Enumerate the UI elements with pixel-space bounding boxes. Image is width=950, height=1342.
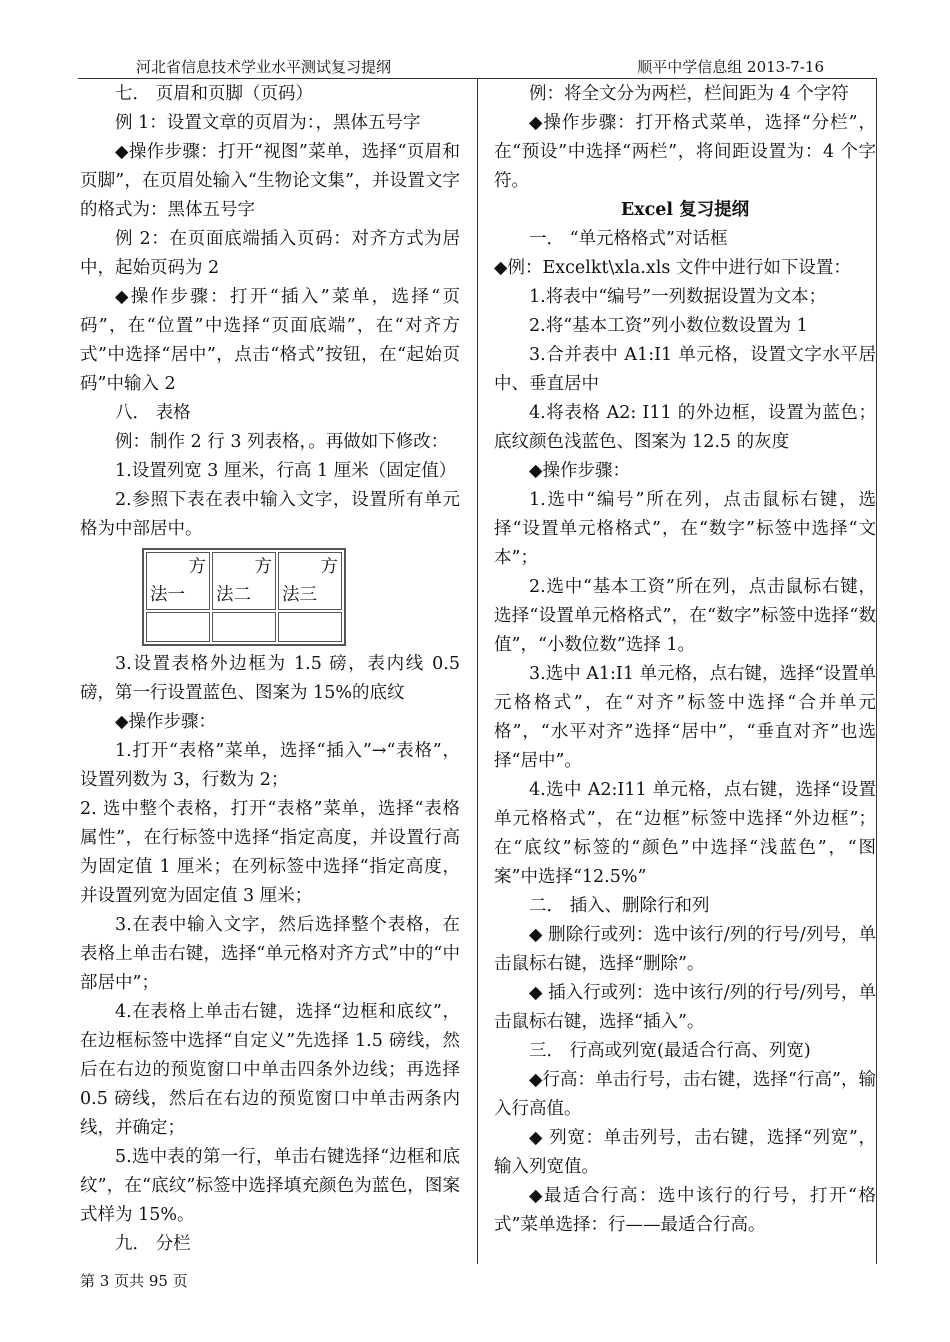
right-column [494,80,876,1240]
paragraph: ◆操作步骤：打开“视图”菜单，选择“页眉和页脚”，在页眉处输入“生物论文集”，并设置文字的格式为：黑体五号字 [80,142,460,220]
paragraph: ◆操作步骤： [529,461,630,481]
paragraph: 3.选中 A1:I1 单元格，点右键，选择“设置单元格格式”，在“对齐”标签中选择“合并单元格”，“水平对齐”选择“居中”，“垂直对齐”也选择“居中”。 [494,664,876,771]
page-header [78,56,876,79]
paragraph: 5.选中表的第一行，单击右键选择“边框和底纹”，在“底纹”标签中选择填充颜色为蓝色，图案式样为 15%。 [80,1147,460,1225]
paragraph: 4.选中 A2:I11 单元格，点右键，选择“设置单元格格式”，在“边框”标签中选择“外边框”；在“底纹”标签的“颜色”中选择“浅蓝色”，“图案”中选择“12.5%” [494,780,876,887]
table-cell [278,612,342,642]
paragraph: ◆最适合行高：选中该行的行号，打开“格式”菜单选择：行——最适合行高。 [494,1186,876,1235]
paragraph: ◆例：Excelkt\xla.xls 文件中进行如下设置： [494,258,851,278]
left-column [80,80,460,1259]
table-cell: 方 法三 [278,552,342,610]
paragraph: 例 1：设置文章的页眉为：，黑体五号字 [115,113,421,133]
paragraph: 1.选中“编号”所在列，点击鼠标右键，选择“设置单元格格式”，在“数字”标签中选择“文本”； [494,490,876,568]
page-footer: 第 3 页共 95 页 [80,1272,188,1290]
section-heading: 三． 行高或列宽(最适合行高、列宽) [529,1041,811,1061]
right-border [876,78,877,1264]
section-title: Excel 复习提纲 [620,200,750,220]
paragraph: ◆操作步骤：打开格式菜单，选择“分栏”，在“预设”中选择“两栏”，将间距设置为：4 个字符。 [494,113,876,191]
paragraph: 3.在表中输入文字，然后选择整个表格，在表格上单击右键，选择“单元格对齐方式”中的“中部居中”； [80,915,460,993]
paragraph: 例 2：在页面底端插入页码：对齐方式为居中，起始页码为 2 [80,229,460,278]
paragraph: 1.打开“表格”菜单，选择“插入”→“表格”，设置列数为 3，行数为 2； [80,741,460,790]
header-title: 河北省信息技术学业水平测试复习提纲 [136,58,392,76]
section-heading: 七． 页眉和页脚（页码） [115,84,314,104]
paragraph: ◆ 插入行或列：选中该行/列的行号/列号，单击鼠标右键，选择“插入”。 [494,983,876,1032]
section-heading: 一． “单元格格式”对话框 [529,229,728,249]
paragraph: 4.将表格 A2: I11 的外边框，设置为蓝色；底纹颜色浅蓝色、图案为 12.5 的灰度 [494,403,876,452]
paragraph: 2.将“基本工资”列小数位数设置为 1 [529,316,808,336]
paragraph: ◆ 列宽：单击列号，击右键，选择“列宽”，输入列宽值。 [494,1128,876,1177]
section-heading: 九． 分栏 [115,1234,191,1254]
paragraph: ◆行高：单击行号，击右键，选择“行高”，输入行高值。 [494,1070,876,1119]
paragraph: 1.将表中“编号”一列数据设置为文本； [529,287,827,307]
section-heading: 八． 表格 [115,403,191,423]
paragraph: 2. 选中整个表格，打开“表格”菜单，选择“表格属性”，在行标签中选择“指定高度，并设置行高为固定值 1 厘米；在列标签中选择“指定高度，并设置列宽为固定值 3 厘米； [80,799,460,906]
paragraph: ◆ 删除行或列：选中该行/列的行号/列号，单击鼠标右键，选择“删除”。 [494,925,876,974]
paragraph: 2.参照下表在表中输入文字，设置所有单元格为中部居中。 [80,490,460,539]
paragraph: ◆操作步骤： [115,712,216,732]
paragraph: 2.选中“基本工资”所在列，点击鼠标右键，选择“设置单元格格式”，在“数字”标签中选择“数值”，“小数位数”选择 1。 [494,577,876,655]
table-cell [146,612,210,642]
paragraph: 例：制作 2 行 3 列表格，。再做如下修改： [115,432,449,452]
paragraph: 3.设置表格外边框为 1.5 磅，表内线 0.5 磅，第一行设置蓝色、图案为 15%的底纹 [80,654,460,703]
table-row [146,612,342,642]
table-row [146,552,342,610]
table-cell: 方 法一 [146,552,210,610]
paragraph: 例：将全文分为两栏，栏间距为 4 个字符 [529,84,849,104]
paragraph: 4.在表格上单击右键，选择“边框和底纹”，在边框标签中选择“自定义”先选择 1.5 磅线，然后在右边的预览窗口中单击四条外边线；再选择 0.5 磅线，然后在右边的预览窗口中单击两条内线，并确定； [80,1002,460,1138]
paragraph: 1.设置列宽 3 厘米，行高 1 厘米（固定值） [115,461,457,481]
header-author-date: 顺平中学信息组 2013-7-16 [637,58,824,76]
paragraph: 3.合并表中 A1:I1 单元格，设置文字水平居中、垂直居中 [494,345,876,394]
section-heading: 二． 插入、删除行和列 [529,896,710,916]
paragraph: ◆操作步骤：打开“插入”菜单，选择“页码”，在“位置”中选择“页面底端”，在“对齐方式”中选择“居中”，点击“格式”按钮，在“起始页码”中输入 2 [80,287,460,394]
table-cell: 方 法二 [212,552,276,610]
demo-table [142,548,346,646]
column-divider [477,78,478,1264]
table-cell [212,612,276,642]
